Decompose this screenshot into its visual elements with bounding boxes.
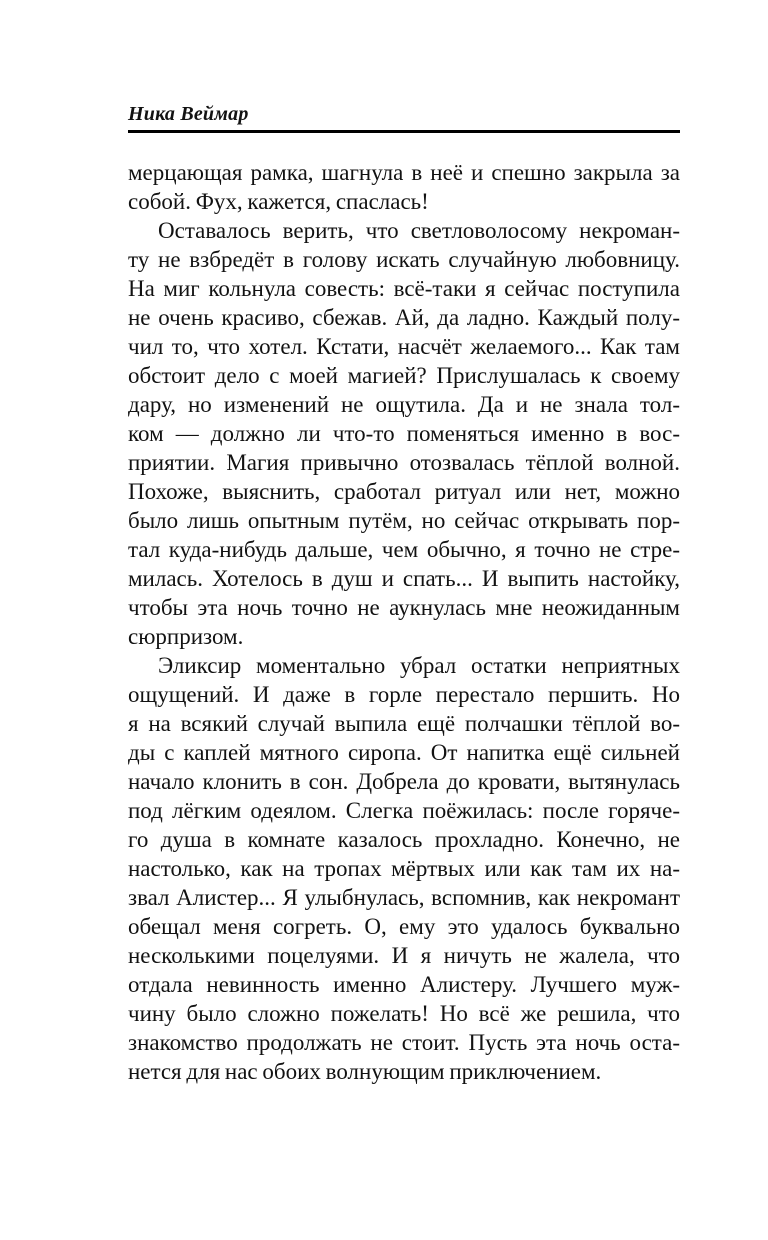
text-line: отдала невинность именно Алистеру. Лучшего муж- bbox=[128, 972, 680, 997]
text-line: сюрпризом. bbox=[128, 624, 244, 649]
text-line: ды с каплей мятного сиропа. От напитка ещё сильней bbox=[128, 740, 680, 765]
text-line: приятии. Магия привычно отозвалась тёплой волной. bbox=[128, 450, 680, 475]
author-name: Ника Веймар bbox=[128, 103, 249, 125]
text-line: чтобы эта ночь точно не аукнулась мне неожиданным bbox=[128, 595, 680, 620]
text-line: Похоже, выяснить, сработал ритуал или нет, можно bbox=[128, 479, 680, 504]
text-line: Эликсир моментально убрал остатки неприятных bbox=[158, 653, 680, 678]
text-line: начало клонить в сон. Добрела до кровати, вытянулась bbox=[128, 769, 680, 794]
paragraph bbox=[128, 216, 680, 651]
paragraph bbox=[128, 651, 680, 1086]
text-line: мерцающая рамка, шагнула в неё и спешно закрыла за bbox=[128, 160, 680, 185]
text-line: дару, но изменений не ощутила. Да и не знала тол- bbox=[128, 392, 680, 417]
text-line: ощущений. И даже в горле перестало першить. Но bbox=[128, 682, 680, 707]
text-line: На миг кольнула совесть: всё-таки я сейчас поступила bbox=[128, 276, 680, 301]
text-line: под лёгким одеялом. Слегка поёжилась: после горяче- bbox=[128, 798, 680, 823]
paragraph bbox=[128, 158, 680, 216]
text-line: ком — должно ли что-то поменяться именно в вос- bbox=[128, 421, 680, 446]
text-line: Оставалось верить, что светловолосому некроман- bbox=[158, 218, 680, 243]
text-line: го душа в комнате казалось прохладно. Конечно, не bbox=[128, 827, 680, 852]
running-header bbox=[128, 103, 680, 133]
text-line: знакомство продолжать не стоит. Пусть эта ночь оста- bbox=[128, 1030, 680, 1055]
text-line: чил то, что хотел. Кстати, насчёт желаемого... Как там bbox=[128, 334, 680, 359]
text-line: настолько, как на тропах мёртвых или как там их на- bbox=[128, 856, 680, 881]
text-line: собой. Фух, кажется, спаслась! bbox=[128, 189, 429, 214]
text-line: я на всякий случай выпила ещё полчашки тёплой во- bbox=[128, 711, 680, 736]
text-line: тал куда-нибудь дальше, чем обычно, я точно не стре- bbox=[128, 537, 680, 562]
text-line: несколькими поцелуями. И я ничуть не жалела, что bbox=[128, 943, 680, 968]
text-line: ту не взбредёт в голову искать случайную любовницу. bbox=[128, 247, 680, 272]
header-rule bbox=[128, 130, 680, 133]
text-line: не очень красиво, сбежав. Ай, да ладно. Каждый полу- bbox=[128, 305, 680, 330]
text-line: милась. Хотелось в душ и спать... И выпить настойку, bbox=[128, 566, 680, 591]
text-line: было лишь опытным путём, но сейчас открывать пор- bbox=[128, 508, 680, 533]
text-line: обстоит дело с моей магией? Прислушалась к своему bbox=[128, 363, 680, 388]
text-line: чину было сложно пожелать! Но всё же решила, что bbox=[128, 1001, 680, 1026]
text-line: обещал меня согреть. О, ему это удалось буквально bbox=[128, 914, 680, 939]
page-body bbox=[128, 158, 680, 1086]
text-line: нется для нас обоих волнующим приключением. bbox=[128, 1059, 602, 1084]
text-line: звал Алистер... Я улыбнулась, вспомнив, как некромант bbox=[128, 885, 680, 910]
